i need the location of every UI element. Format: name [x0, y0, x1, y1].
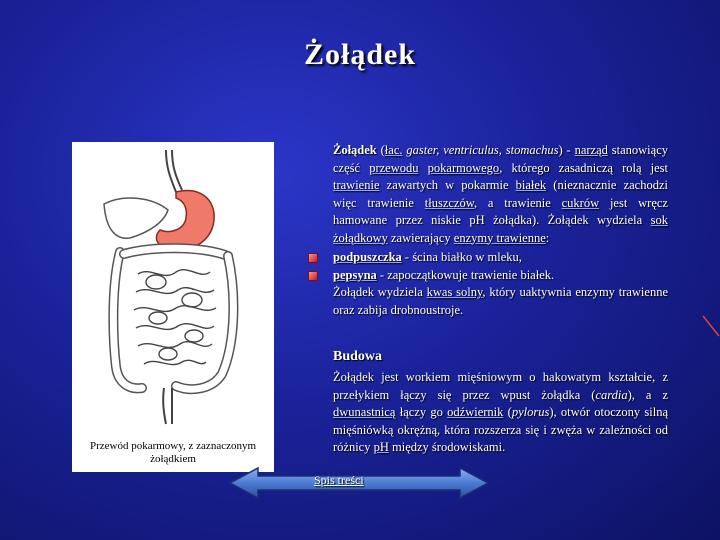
- latin-term: cardia: [595, 387, 628, 402]
- intro-paragraph: [333, 142, 668, 247]
- link-duodenum[interactable]: dwunastnicą: [333, 405, 396, 419]
- link-sugars[interactable]: cukrów: [561, 195, 600, 210]
- bullet-list: [333, 249, 668, 319]
- text-fragment: - zapoczątkowuje trawienie białek.: [376, 267, 555, 282]
- text-fragment: ) -: [558, 143, 575, 157]
- link-pepsin[interactable]: pepsyna: [333, 267, 377, 282]
- link-organ[interactable]: narząd: [574, 143, 608, 157]
- link-latin[interactable]: łac.: [384, 143, 403, 157]
- text-fragment: , który uaktywnia enzymy trawienne oraz zabija drobnoustroje.: [333, 285, 669, 317]
- text-fragment: stanowiący część: [333, 143, 669, 175]
- text-fragment: zawierający: [387, 230, 454, 245]
- link-hydrochloric-acid[interactable]: kwas solny: [426, 285, 483, 299]
- text-fragment: , którego zasadniczą rolą jest: [499, 160, 669, 175]
- red-square-bullet-icon: [308, 253, 318, 263]
- latin-names: gaster, ventriculus, stomachus: [402, 143, 559, 157]
- list-item: [333, 249, 668, 267]
- structure-paragraph: [333, 369, 668, 457]
- text-fragment: Żołądek jest workiem mięśniowym o hakowatym kształcie, z przełykiem łączy się przez wpust żołądka (: [333, 370, 668, 402]
- list-item: [333, 267, 668, 285]
- text-fragment: (: [376, 143, 385, 157]
- link-rennet[interactable]: podpuszczka: [333, 250, 402, 264]
- latin-term: pylorus: [511, 405, 550, 419]
- text-fragment: zawartych w pokarmie: [379, 178, 516, 192]
- link-tract-1[interactable]: przewodu: [369, 160, 419, 175]
- text-fragment: :: [545, 230, 550, 245]
- text-fragment: łączy go: [395, 405, 448, 419]
- text-fragment: jest wręcz hamowane przez niskie pH żołądka). Żołądek wydziela: [333, 195, 668, 227]
- text-fragment: , a trawienie: [473, 195, 562, 210]
- text-fragment: ), otwór otoczony silną mięśniówką okrężną, która rozszerza się i zwęża w zależności od różnicy: [333, 405, 668, 454]
- text-fragment: Żołądek wydziela: [333, 285, 427, 299]
- slide-title: Żołądek: [303, 38, 417, 71]
- table-of-contents-link[interactable]: Spis treści: [314, 473, 364, 487]
- link-digestion[interactable]: trawienie: [333, 178, 380, 192]
- red-square-bullet-icon: [308, 271, 318, 281]
- link-gastric-juice[interactable]: sok żołądkowy: [333, 213, 668, 245]
- link-proteins[interactable]: białek: [515, 178, 547, 192]
- digestive-tract-image: [72, 142, 274, 472]
- image-caption: Przewód pokarmowy, z zaznaczonym żołądkiem: [89, 440, 257, 465]
- link-enzymes[interactable]: enzymy trawienne: [453, 230, 546, 245]
- text-fragment: (nieznacznie zachodzi więc trawienie: [333, 178, 668, 210]
- decorative-line-icon: [702, 315, 720, 337]
- digestive-tract-illustration: [72, 142, 274, 442]
- link-ph[interactable]: pH: [373, 440, 389, 454]
- link-tract-2[interactable]: pokarmowego: [427, 160, 500, 175]
- text-fragment: (: [503, 405, 512, 419]
- link-fats[interactable]: tłuszczów: [424, 195, 474, 210]
- text-fragment: między środowiskami.: [388, 440, 506, 454]
- link-pylorus[interactable]: odźwiernik: [447, 405, 504, 419]
- text-fragment: - ścina białko w mleku,: [401, 250, 522, 264]
- text-fragment: ), a z: [627, 387, 668, 402]
- section-heading: Budowa: [333, 349, 383, 364]
- stomach-shape: [156, 190, 214, 250]
- term-stomach: Żołądek: [333, 143, 377, 157]
- acid-paragraph: [333, 284, 668, 319]
